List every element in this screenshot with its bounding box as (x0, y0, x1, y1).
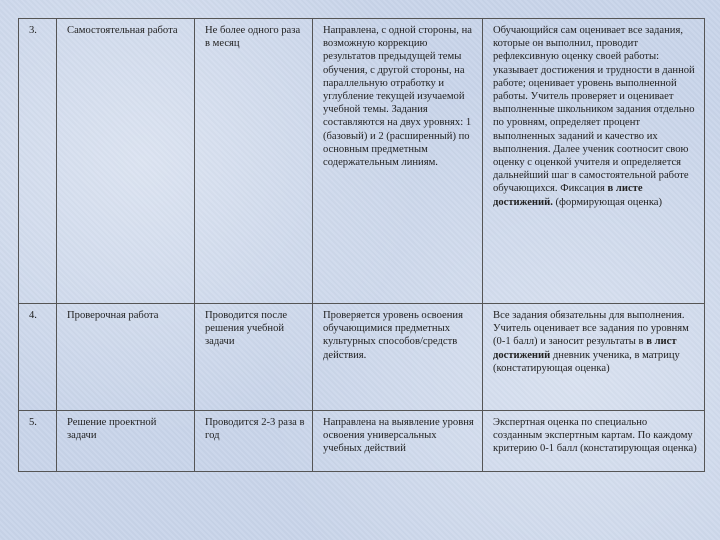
purpose: Направлена на выявление уровня освоения универсальных учебных действий (313, 411, 483, 472)
assessment-table-container (18, 18, 705, 472)
frequency: Проводится после решения учебной задачи (195, 304, 313, 411)
assessment-text: Все задания обязательны для выполнения. Учитель оценивает все задания по уровням (0-1 балл) и заносит результаты в (493, 310, 689, 348)
row-number: 3. (19, 19, 57, 304)
row-number: 4. (19, 304, 57, 411)
work-type: Решение проектной задачи (57, 411, 195, 472)
row-number: 5. (19, 411, 57, 472)
table-row (19, 411, 705, 472)
work-type: Проверочная работа (57, 304, 195, 411)
frequency: Не более одного раза в месяц (195, 19, 313, 304)
assessment (483, 411, 705, 472)
assessment (483, 304, 705, 411)
assessment-note: (формирующая оценка) (555, 196, 663, 208)
assessment-bold: в листе достижений. (493, 183, 643, 208)
assessment-text: Обучающийся сам оценивает все задания, которые он выполнил, проводит рефлексивную оценку своей работы: указывает достижения и трудности в данной работе; оценивает уровень выполненной работы. Учитель проверяет и оценивает выполненные школьником задания отдельно по уровням, определяет процент выполненных заданий и качество их выполнения. Далее ученик соотносит свою оценку с оценкой учителя и определяется дальнейший шаг в самостоятельной работе обучающихся. Фиксация (493, 25, 695, 195)
assessment-note: дневник ученика, в матрицу (констатирующая оценка) (493, 349, 680, 374)
assessment-text: Экспертная оценка по специально созданным экспертным картам. По каждому критерию 0-1 балл (констатирующая оценка) (493, 417, 697, 455)
work-type: Самостоятельная работа (57, 19, 195, 304)
assessment-bold: в лист достижений (493, 336, 677, 361)
table-row (19, 19, 705, 304)
table-row (19, 304, 705, 411)
assessment-forms-table (18, 18, 705, 472)
purpose: Проверяется уровень освоения обучающимися предметных культурных способов/средств действия. (313, 304, 483, 411)
assessment (483, 19, 705, 304)
purpose: Направлена, с одной стороны, на возможную коррекцию результатов предыдущей темы обучения, с другой стороны, на параллельную отработку и углубление текущей изучаемой учебной темы. Задания составляются на двух уровнях: 1 (базовый) и 2 (расширенный) по основным предметным содержательным линиям. (313, 19, 483, 304)
frequency: Проводится 2-3 раза в год (195, 411, 313, 472)
